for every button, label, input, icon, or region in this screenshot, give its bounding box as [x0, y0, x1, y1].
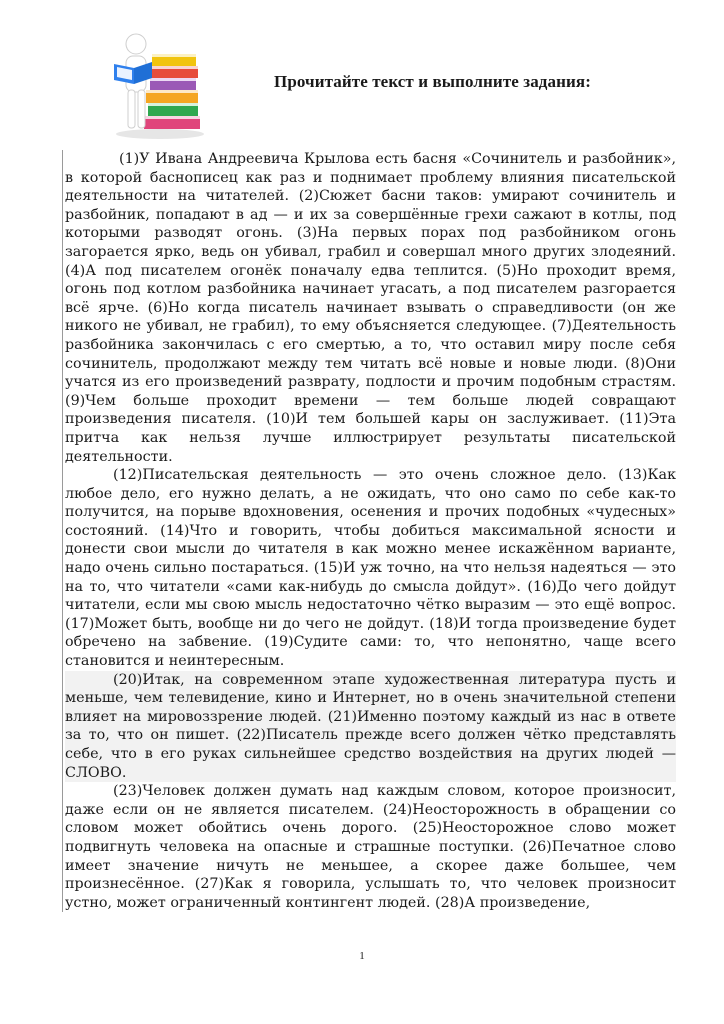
reading-figure-book-stack-icon: [108, 22, 212, 140]
paragraph-2: (12)Писательская деятельность — это очень сложное дело. (13)Как любое дело, его нужно делать, а не ожидать, что оно само по себе как-то получится, на порыве вдохновения, осенения и прочих подобных «чудесных» состояний. (14)Что и говорить, чтобы добиться максимальной ясности и донести свои мысли до читателя в как можно менее искажённом варианте, надо очень сильно постараться. (15)И уж точно, на что нельзя надеяться — это на то, что читатели «сами как-нибудь до смысла дойдут». (16)До чего дойдут читатели, если мы свою мысль недостаточно чётко выразим — это ещё вопрос. (17)Может быть, вообще ни до чего не дойдут. (18)И тогда произведение будет обречено на забвение. (19)Судите сами: то, что непонятно, чаще всего становится и неинтересным.: [65, 467, 676, 670]
paragraph-1: (1)У Ивана Андреевича Крылова есть басня «Сочинитель и разбойник», в которой баснописец как раз и поднимает проблему влияния писательской деятельности на читателей. (2)Сюжет басни таков: умирают сочинитель и разбойник, попадают в ад — и их за совершённые грехи сажают в котлы, под которыми разводят огонь. (3)На первых порах под разбойником огонь загорается ярко, ведь он убивал, грабил и совершал много других злодеяний. (4)А под писателем огонёк поначалу едва теплится. (5)Но проходит время, огонь под котлом разбойника начинает угасать, а под писателем разгорается всё ярче. (6)Но когда писатель начинает взывать о справедливости (он же никого не убивал, не грабил), то ему объясняется следующее. (7)Деятельность разбойника закончилась с его смертью, а то, что оставил миру после себя сочинитель, продолжают между тем читать всё новые и новые люди. (8)Они учатся из его произведений разврату, подлости и прочим подобным страстям. (9)Чем больше проходит времени — тем больше людей совращают произведения писателя. (10)И тем большей кары он заслуживает. (11)Эта притча как нельзя лучше иллюстрирует результаты писательской деятельности.: [65, 151, 676, 465]
paragraph-4: (23)Человек должен думать над каждым словом, которое произносит, даже если он не является писателем. (24)Неосторожность в обращении со словом может обойтись очень дорого. (25)Неосторожное слово может подвигнуть человека на опасные и страшные поступки. (26)Печатное слово имеет значение ничуть не меньшее, а скорее даже большее, чем произнесённое. (27)Как я говорила, услышать то, что человек произносит устно, может ограниченный контингент людей. (28)А произведение,: [65, 783, 676, 911]
paragraph-3: (20)Итак, на современном этапе художественная литература пусть и меньше, чем телевидение, кино и Интернет, но в очень значительной степени влияет на мировоззрение людей. (21)Именно поэтому каждый из нас в ответе за то, что он пишет. (22)Писатель прежде всего должен чётко представлять себе, что в его руках сильнейшее средство воздействия на других людей — СЛОВО.: [65, 671, 676, 781]
text-body: [62, 150, 676, 912]
page-title: Прочитайте текст и выполните задания:: [274, 72, 591, 91]
page-header: [0, 0, 724, 150]
page-number: 1: [359, 950, 365, 962]
